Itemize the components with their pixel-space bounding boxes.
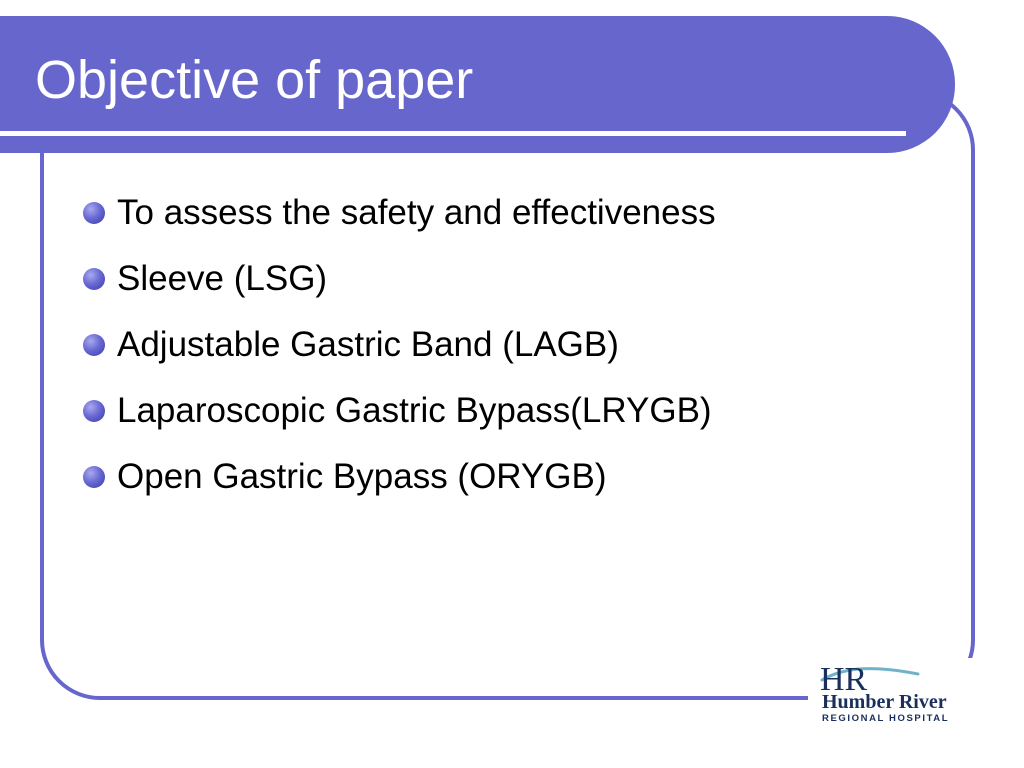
- logo-mark-text: HR: [820, 661, 868, 694]
- bullet-text: Laparoscopic Gastric Bypass(LRYGB): [117, 391, 712, 430]
- hospital-logo: [808, 658, 986, 738]
- bullet-text: To assess the safety and effectiveness: [117, 193, 716, 232]
- bullet-dot-icon: [83, 268, 105, 290]
- logo-name: Humber River: [822, 691, 947, 713]
- bullet-dot-icon: [83, 202, 105, 224]
- bullet-dot-icon: [83, 400, 105, 422]
- bullet-text: Open Gastric Bypass (ORYGB): [117, 457, 607, 496]
- hr-logo-mark-icon: [816, 658, 936, 694]
- bullet-text: Adjustable Gastric Band (LAGB): [117, 325, 619, 364]
- slide-title: Objective of paper: [35, 50, 474, 110]
- logo-subtitle: REGIONAL HOSPITAL: [822, 713, 950, 724]
- title-underline: [0, 131, 906, 136]
- bullet-dot-icon: [83, 334, 105, 356]
- bullet-dot-icon: [83, 466, 105, 488]
- bullet-text: Sleeve (LSG): [117, 259, 328, 298]
